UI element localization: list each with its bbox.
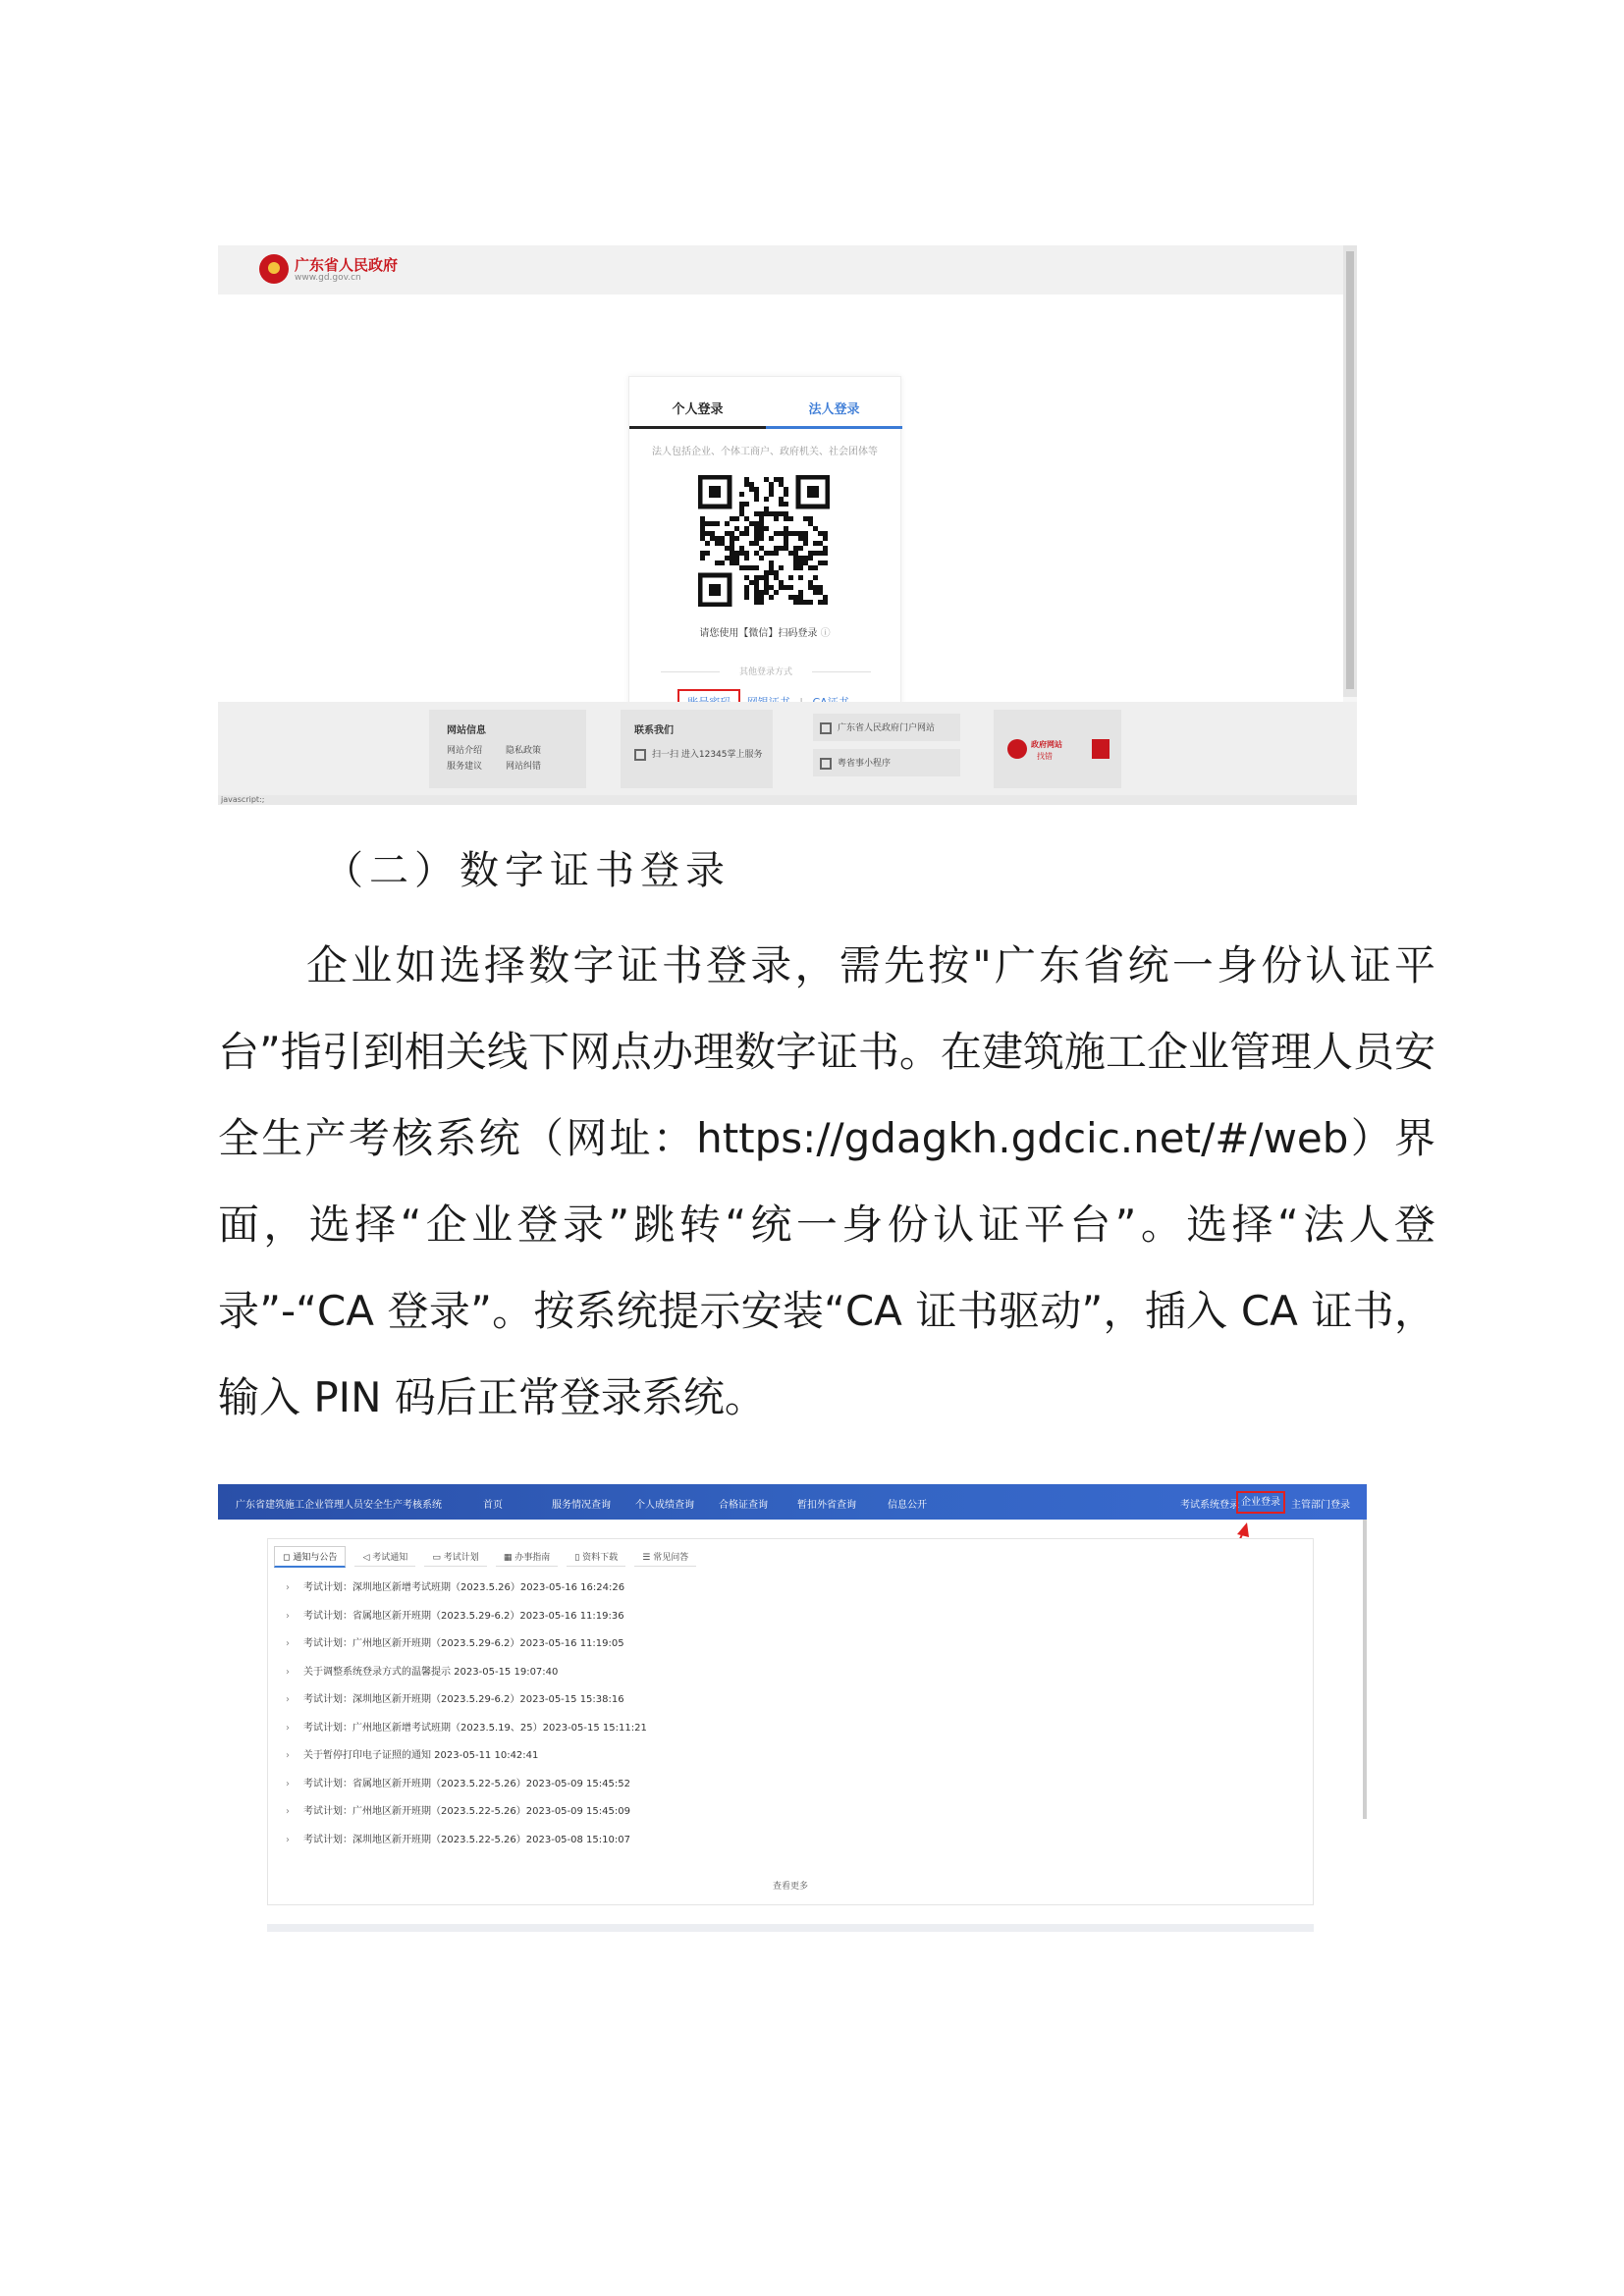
footer-badges xyxy=(994,710,1121,788)
status-bar: javascript:; xyxy=(218,795,1357,805)
menu-certificate-query[interactable]: 合格证查询 xyxy=(719,1500,768,1511)
vertical-scrollbar[interactable] xyxy=(1363,1520,1367,1819)
body-paragraph: 企业如选择数字证书登录，需先按"广东省统一身份认证平台”指引到相关线下网点办理数字证书。在建筑施工企业管理人员安全生产考核系统（网址：https://gdagkh.gdcic.net/#/web）界面，选择“企业登录”跳转“统一身份认证平台”。选择“法人登录”-“CA 登录”。按系统提示安装“CA 证书驱动”，插入 CA 证书，输入 PIN 码后正常登录系统。 xyxy=(218,941,1435,1421)
list-item[interactable]: › 考试计划：广州地区新开班期（2023.5.22-5.26）2023-05-09 15:45:09 xyxy=(286,1806,630,1817)
gov-site-sub: 找错 xyxy=(1037,752,1053,761)
login-card xyxy=(628,376,901,721)
gov-site-badge-icon xyxy=(1007,739,1027,759)
login-page-screenshot xyxy=(218,245,1357,805)
qr-mini-icon xyxy=(820,758,832,770)
list-item[interactable]: › 考试计划：深圳地区新开班期（2023.5.22-5.26）2023-05-08 15:10:07 xyxy=(286,1834,630,1845)
footer-link[interactable]: 网站纠错 xyxy=(506,762,542,772)
notice-panel xyxy=(267,1538,1314,1905)
scan-tip: 请您使用【微信】扫码登录 ⓘ xyxy=(699,628,831,639)
info-icon[interactable]: ⓘ xyxy=(820,628,831,639)
gov-name[interactable]: 广东省人民政府 xyxy=(295,256,399,274)
tab-exam-plan[interactable]: ▭ 考试计划 xyxy=(424,1547,486,1567)
site-info-title: 网站信息 xyxy=(447,725,486,736)
system-screenshot xyxy=(218,1484,1367,1936)
menu-service-query[interactable]: 服务情况查询 xyxy=(552,1500,611,1511)
enterprise-login-button[interactable]: 企业登录 xyxy=(1236,1491,1285,1514)
list-item[interactable]: › 关于暂停打印电子证照的通知 2023-05-11 10:42:41 xyxy=(286,1750,539,1761)
list-item[interactable]: › 考试计划：广州地区新开班期（2023.5.29-6.2）2023-05-16 11:19:05 xyxy=(286,1638,624,1649)
chevron-right-icon: › xyxy=(286,1834,290,1845)
chevron-right-icon: › xyxy=(286,1722,290,1734)
list-item[interactable]: › 考试计划：省属地区新开班期（2023.5.22-5.26）2023-05-09 15:45:52 xyxy=(286,1778,630,1789)
tab-downloads[interactable]: ▯ 资料下载 xyxy=(567,1547,625,1567)
menu-info-public[interactable]: 信息公开 xyxy=(888,1500,927,1511)
vertical-scrollbar[interactable] xyxy=(1343,245,1357,697)
file-icon: ▯ xyxy=(574,1553,583,1563)
tab-personal-login[interactable]: 个人登录 xyxy=(629,399,766,429)
chevron-right-icon: › xyxy=(286,1610,290,1622)
footer-portals xyxy=(807,710,959,788)
other-login-label: 其他登录方式 xyxy=(738,667,792,677)
qr-code-icon xyxy=(698,475,830,607)
menu-suspended-query[interactable]: 暂扣外省查询 xyxy=(797,1500,856,1511)
footer-site-info xyxy=(429,710,586,788)
tab-guide[interactable]: ▦ 办事指南 xyxy=(496,1547,558,1567)
menu-home[interactable]: 首页 xyxy=(483,1500,503,1511)
dept-login-button[interactable]: 主管部门登录 xyxy=(1291,1500,1350,1511)
list-item[interactable]: › 考试计划：深圳地区新增考试班期（2023.5.26）2023-05-16 16:24:26 xyxy=(286,1582,625,1593)
login-description: 法人包括企业、个体工商户、政府机关、社会团体等 xyxy=(652,447,878,457)
notice-tabs xyxy=(274,1545,700,1565)
scrollbar-thumb[interactable] xyxy=(1346,251,1354,689)
section-heading: （二）数字证书登录 xyxy=(324,848,731,893)
bottom-bar xyxy=(267,1924,1314,1932)
chevron-right-icon: › xyxy=(286,1666,290,1678)
footer-contact xyxy=(621,710,773,788)
bell-icon: ◻ xyxy=(283,1553,294,1563)
chevron-right-icon: › xyxy=(286,1694,290,1705)
qr-mini-icon xyxy=(634,749,646,761)
tab-faq[interactable]: ☰ 常见问答 xyxy=(634,1547,696,1567)
list-item[interactable]: › 考试计划：广州地区新增考试班期（2023.5.19、25）2023-05-15 15:11:21 xyxy=(286,1722,647,1734)
notice-list xyxy=(286,1578,647,1858)
list-item[interactable]: › 关于调整系统登录方式的温馨提示 2023-05-15 19:07:40 xyxy=(286,1666,559,1678)
system-navbar xyxy=(218,1484,1367,1520)
login-main xyxy=(218,294,1343,702)
party-badge-icon[interactable] xyxy=(1092,739,1110,759)
tab-exam-notice[interactable]: ◁ 考试通知 xyxy=(354,1547,415,1567)
gov-footer xyxy=(218,702,1357,795)
national-emblem-icon xyxy=(259,254,289,284)
list-item[interactable]: › 考试计划：深圳地区新开班期（2023.5.29-6.2）2023-05-15 15:38:16 xyxy=(286,1694,624,1705)
contact-title: 联系我们 xyxy=(634,725,674,736)
system-title[interactable]: 广东省建筑施工企业管理人员安全生产考核系统 xyxy=(236,1500,442,1511)
exam-login-button[interactable]: 考试系统登录 xyxy=(1180,1500,1239,1511)
chevron-right-icon: › xyxy=(286,1750,290,1761)
menu-score-query[interactable]: 个人成绩查询 xyxy=(635,1500,694,1511)
list-icon: ☰ xyxy=(642,1553,654,1563)
contact-text[interactable]: 扫一扫 进入12345掌上服务 xyxy=(634,747,763,761)
grid-icon: ▦ xyxy=(503,1553,515,1563)
view-more-link[interactable]: 查看更多 xyxy=(772,1882,808,1892)
chevron-right-icon: › xyxy=(286,1806,290,1817)
gov-url[interactable]: www.gd.gov.cn xyxy=(295,273,361,283)
list-item[interactable]: › 考试计划：省属地区新开班期（2023.5.29-6.2）2023-05-16 11:19:36 xyxy=(286,1610,624,1622)
other-login-divider xyxy=(651,665,881,678)
footer-link[interactable]: 网站介绍 xyxy=(447,746,483,756)
footer-link[interactable]: 服务建议 xyxy=(447,762,483,772)
gov-site-label[interactable]: 政府网站 xyxy=(1031,740,1062,749)
portal-link[interactable]: 广东省人民政府门户网站 xyxy=(813,714,960,741)
miniapp-link[interactable]: 粤省事小程序 xyxy=(813,749,960,776)
calendar-icon: ▭ xyxy=(432,1553,444,1563)
tab-notices[interactable]: ◻ 通知与公告 xyxy=(274,1546,346,1568)
gov-header xyxy=(218,245,1343,294)
tab-legal-login[interactable]: 法人登录 xyxy=(766,399,902,429)
footer-link[interactable]: 隐私政策 xyxy=(506,746,542,756)
chevron-right-icon: › xyxy=(286,1778,290,1789)
qr-mini-icon xyxy=(820,722,832,734)
chevron-right-icon: › xyxy=(286,1638,290,1649)
megaphone-icon: ◁ xyxy=(362,1553,373,1563)
chevron-right-icon: › xyxy=(286,1582,290,1593)
